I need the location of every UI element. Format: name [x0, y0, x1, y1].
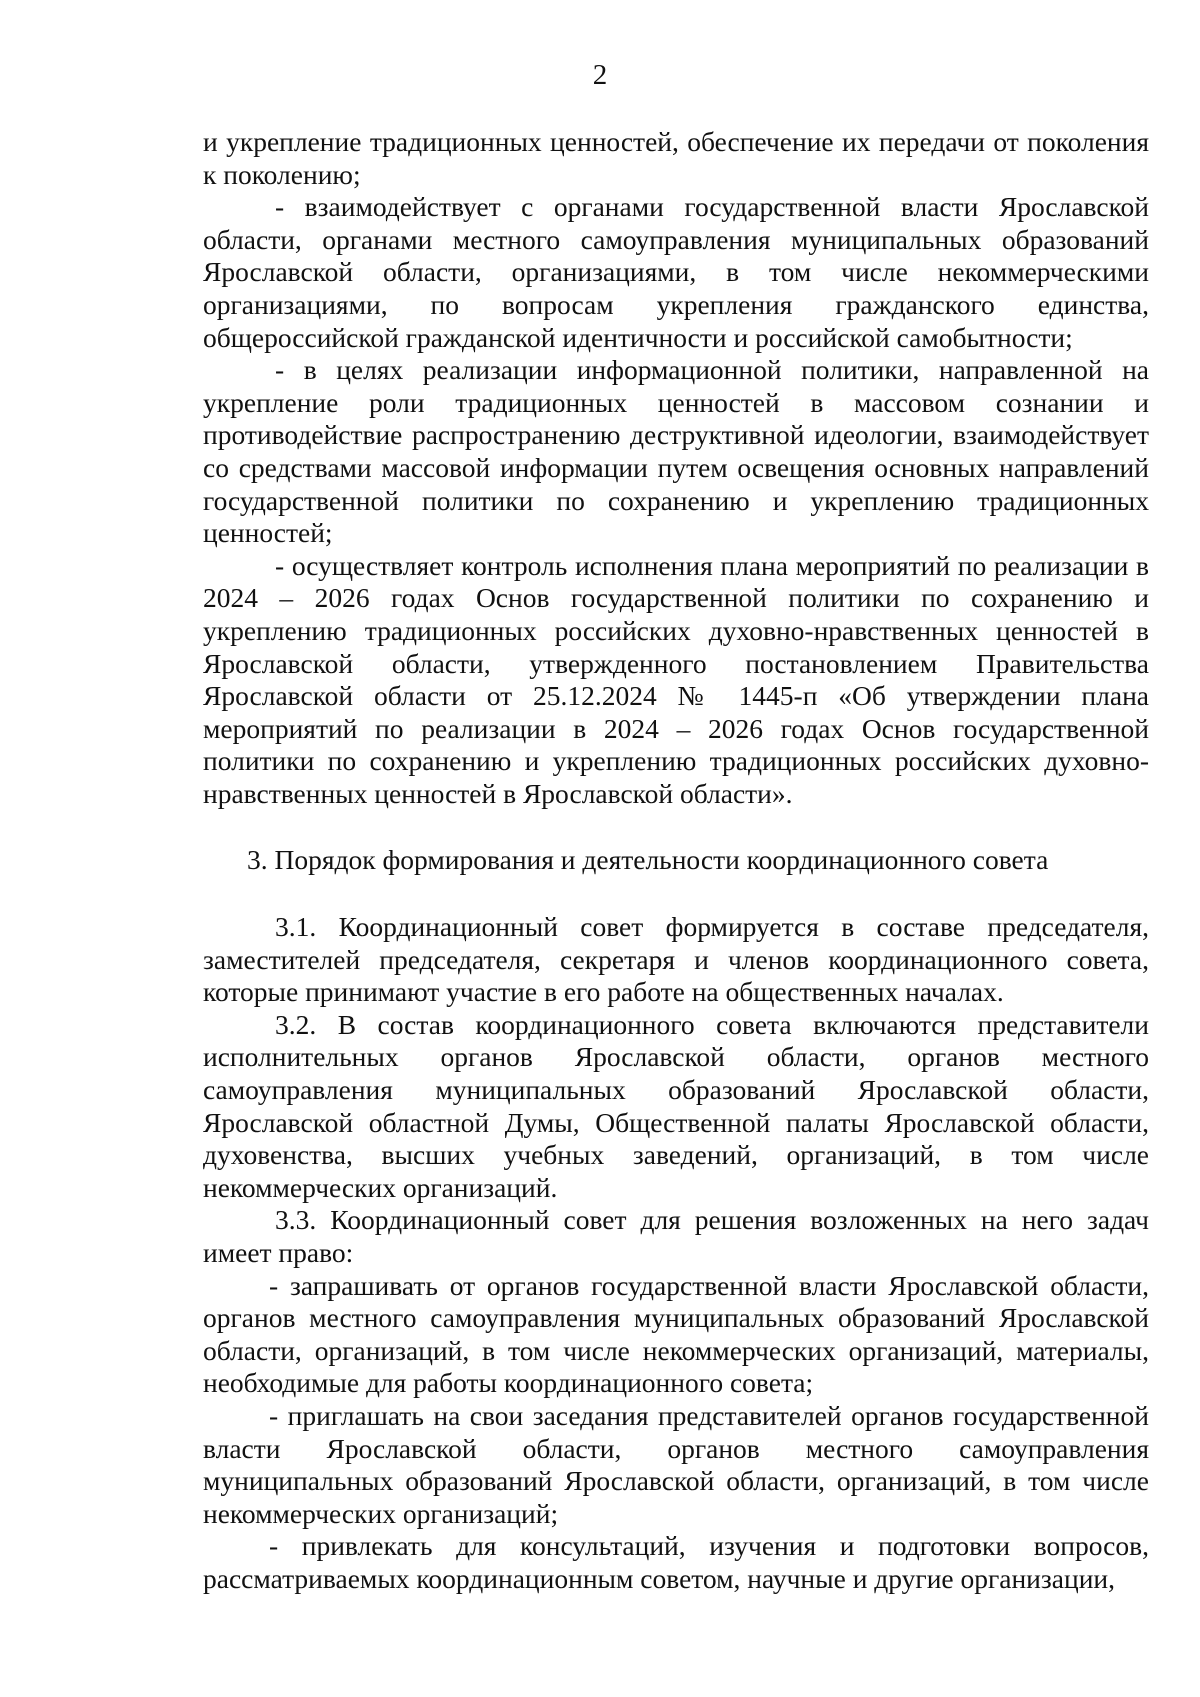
paragraph-3-2: 3.2. В состав координационного совета включаются представители исполнительных органов Ярославской области, органов местного самоуправления муниципальных образований Ярославской области, Ярославской областной Думы, Общественной палаты Ярославской области, духовенства, высших учебных заведений, организаций, в том числе некоммерческих организаций. — [203, 1008, 1149, 1203]
paragraph-3-1: 3.1. Координационный совет формируется в составе председателя, заместителей председателя, секретаря и членов координационного совета, которые принимают участие в его работе на общественных началах. — [203, 911, 1149, 1008]
paragraph-information-policy: - в целях реализации информационной политики, направленной на укрепление роли традиционных ценностей в массовом сознании и противодействие распространению деструктивной идеологии, взаимодействует со средствами массовой информации путем освещения основных направлений государственной политики по сохранению и укреплению традиционных ценностей; — [203, 354, 1149, 549]
document-body — [203, 126, 1149, 1596]
paragraph-3-3: 3.3. Координационный совет для решения возложенных на него задач имеет право: — [203, 1204, 1149, 1268]
paragraph-control-plan: - осуществляет контроль исполнения плана мероприятий по реализации в 2024 – 2026 годах Основ государственной политики по сохранению и укреплению традиционных российских духовно-нравственных ценностей в Ярославской области, утвержденного постановлением Правительства Ярославской области от 25.12.2024 № 1445-п «Об утверждении плана мероприятий по реализации в 2024 – 2026 годах Основ государственной политики по сохранению и укреплению традиционных российских духовно-нравственных ценностей в Ярославской области». — [203, 549, 1149, 809]
paragraph-continuation: и укрепление традиционных ценностей, обеспечение их передачи от поколения к поколению; — [203, 126, 1149, 190]
paragraph-interaction-authorities: - взаимодействует с органами государственной власти Ярославской области, органами местного самоуправления муниципальных образований Ярославской области, организациями, в том числе некоммерческими организациями, по вопросам укрепления гражданского единства, общероссийской гражданской идентичности и российской самобытности; — [203, 191, 1149, 353]
page-number: 2 — [592, 59, 608, 91]
paragraph-involve-organizations: - привлекать для консультаций, изучения и подготовки вопросов, рассматриваемых координационным советом, научные и другие организации, — [203, 1530, 1149, 1594]
paragraph-invite-representatives: - приглашать на свои заседания представителей органов государственной власти Ярославской области, органов местного самоуправления муниципальных образований Ярославской области, организаций, в том числе некоммерческих организаций; — [203, 1399, 1149, 1529]
section-heading: 3. Порядок формирования и деятельности координационного совета — [247, 844, 1049, 876]
paragraph-request-materials: - запрашивать от органов государственной власти Ярославской области, органов местного самоуправления муниципальных образований Ярославской области, организаций, в том числе некоммерческих организаций, материалы, необходимые для работы координационного совета; — [203, 1269, 1149, 1399]
